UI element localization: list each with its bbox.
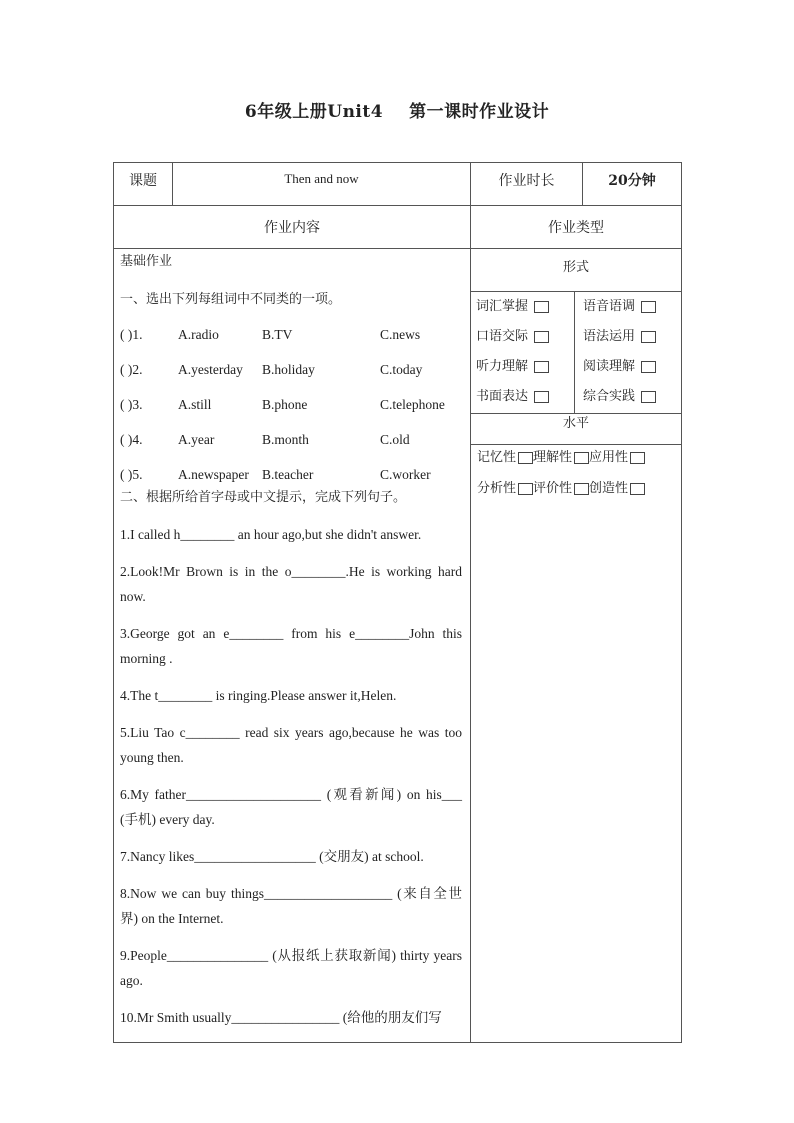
content-column-header: 作业内容 <box>114 206 471 249</box>
choice-item <box>120 430 462 450</box>
section-basic: 基础作业 <box>120 254 173 269</box>
form-option[interactable] <box>476 386 574 416</box>
checkbox-icon[interactable] <box>574 483 589 495</box>
choice-c: C.old <box>380 432 410 447</box>
level-title: 水平 <box>471 414 681 445</box>
homework-table <box>113 162 682 1043</box>
fill-item: 10.Mr Smith usually________________ (给他的朋友们写 <box>120 1010 442 1025</box>
checkbox-icon[interactable] <box>534 331 549 343</box>
choice-a: A.yesterday <box>178 362 243 377</box>
choice-num: ( )5. <box>120 467 143 482</box>
fill-item: 6.My father____________________ (观看新闻) on his___ (手机) every day. <box>120 787 462 827</box>
fill-item: 9.People_______________ (从报纸上获取新闻) thirty years ago. <box>120 948 462 988</box>
checkbox-icon[interactable] <box>518 483 533 495</box>
level-row-2 <box>477 478 681 509</box>
choice-c: C.news <box>380 327 421 342</box>
checkbox-icon[interactable] <box>534 361 549 373</box>
checkbox-icon[interactable] <box>574 452 589 464</box>
form-option-label: 语音语调 <box>583 299 636 314</box>
choice-a: A.newspaper <box>178 467 249 482</box>
choice-b: B.teacher <box>262 467 314 482</box>
type-cell <box>471 249 682 1043</box>
checkbox-icon[interactable] <box>630 483 645 495</box>
choice-item <box>120 325 462 345</box>
choice-c: C.telephone <box>380 397 445 412</box>
form-option[interactable] <box>583 326 681 356</box>
choice-b: B.month <box>262 432 309 447</box>
level-option-label: 分析性 <box>477 481 517 496</box>
checkbox-icon[interactable] <box>641 391 656 403</box>
part1-list <box>120 325 462 485</box>
form-option[interactable] <box>476 326 574 356</box>
choice-a: A.year <box>178 432 215 447</box>
form-option-label: 语法运用 <box>583 329 636 344</box>
level-option-label: 评价性 <box>533 481 573 496</box>
choice-c: C.today <box>380 362 423 377</box>
form-option[interactable] <box>583 296 681 326</box>
form-options <box>471 292 681 414</box>
duration-value: 20分钟 <box>583 163 682 206</box>
form-title: 形式 <box>471 249 681 292</box>
fill-item: 4.The t________ is ringing.Please answer it,Helen. <box>120 688 397 703</box>
document-title <box>0 97 794 122</box>
fill-item: 5.Liu Tao c________ read six years ago,because he was too young then. <box>120 725 462 765</box>
checkbox-icon[interactable] <box>534 301 549 313</box>
title-sub: 第一课时作业设计 <box>409 102 550 122</box>
topic-value: Then and now <box>173 163 471 206</box>
level-option-label: 记忆性 <box>477 450 517 465</box>
choice-item <box>120 360 462 380</box>
fill-item: 7.Nancy likes__________________ (交朋友) at school. <box>120 849 424 864</box>
checkbox-icon[interactable] <box>534 391 549 403</box>
form-option[interactable] <box>583 356 681 386</box>
part1-title: 一、选出下列每组词中不同类的一项。 <box>120 292 342 307</box>
form-options-right <box>575 292 681 413</box>
fill-item: 3.George got an e________ from his e________John this morning . <box>120 626 462 666</box>
level-option-label: 创造性 <box>589 481 629 496</box>
choice-item <box>120 465 462 485</box>
content-cell <box>114 249 471 1043</box>
part2-title: 二、根据所给首字母或中文提示，完成下列句子。 <box>120 490 407 505</box>
choice-b: B.TV <box>262 327 293 342</box>
part2-list <box>120 522 462 1030</box>
form-option-label: 阅读理解 <box>583 359 636 374</box>
choice-a: A.radio <box>178 327 219 342</box>
fill-item: 2.Look!Mr Brown is in the o________.He is working hard now. <box>120 564 462 604</box>
choice-b: B.phone <box>262 397 308 412</box>
choice-num: ( )3. <box>120 397 143 412</box>
topic-label: 课题 <box>114 163 173 206</box>
form-option[interactable] <box>476 296 574 326</box>
choice-num: ( )1. <box>120 327 143 342</box>
level-options <box>471 445 681 509</box>
choice-num: ( )2. <box>120 362 143 377</box>
choice-num: ( )4. <box>120 432 143 447</box>
fill-item: 1.I called h________ an hour ago,but she didn't answer. <box>120 527 422 542</box>
checkbox-icon[interactable] <box>641 361 656 373</box>
form-option[interactable] <box>583 386 681 416</box>
checkbox-icon[interactable] <box>641 331 656 343</box>
form-option-label: 综合实践 <box>583 389 636 404</box>
form-option[interactable] <box>476 356 574 386</box>
form-option-label: 口语交际 <box>476 329 529 344</box>
level-row-1 <box>477 447 681 478</box>
level-option-label: 应用性 <box>589 450 629 465</box>
choice-b: B.holiday <box>262 362 315 377</box>
form-option-label: 词汇掌握 <box>476 299 529 314</box>
form-options-left <box>471 292 575 413</box>
checkbox-icon[interactable] <box>518 452 533 464</box>
fill-item: 8.Now we can buy things___________________ (来自全世界) on the Internet. <box>120 886 462 926</box>
type-column-header: 作业类型 <box>471 206 682 249</box>
checkbox-icon[interactable] <box>630 452 645 464</box>
form-option-label: 听力理解 <box>476 359 529 374</box>
checkbox-icon[interactable] <box>641 301 656 313</box>
choice-c: C.worker <box>380 467 431 482</box>
duration-label: 作业时长 <box>471 163 583 206</box>
form-option-label: 书面表达 <box>476 389 529 404</box>
title-main: 6年级上册Unit4 <box>244 102 384 122</box>
choice-a: A.still <box>178 397 212 412</box>
level-option-label: 理解性 <box>533 450 573 465</box>
choice-item <box>120 395 462 415</box>
